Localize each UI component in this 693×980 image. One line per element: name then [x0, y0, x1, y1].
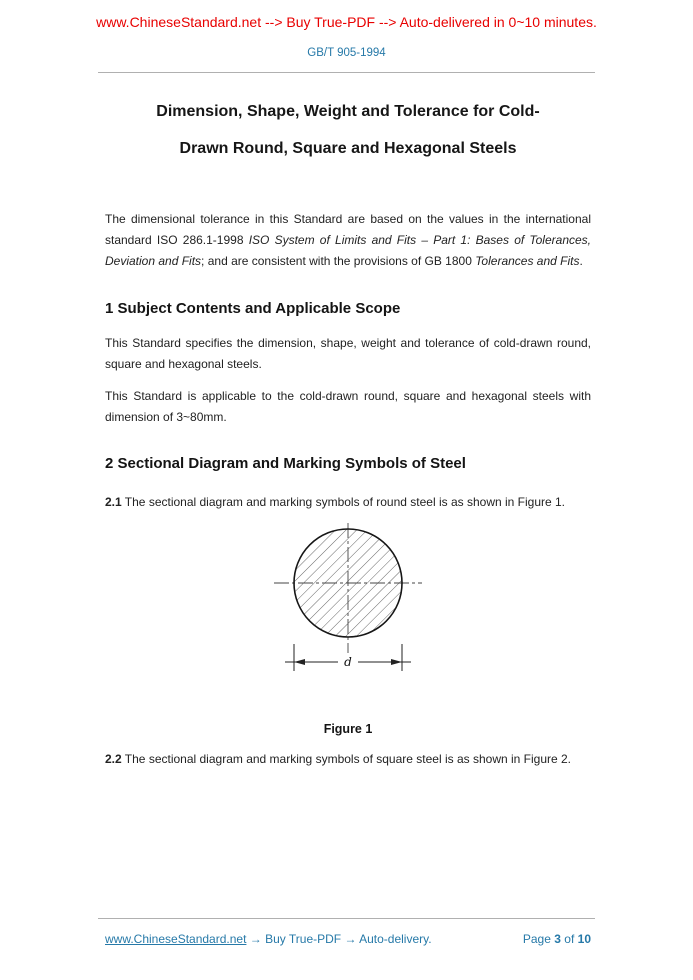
- document-body: [0, 93, 693, 770]
- section-2-heading: 2 Sectional Diagram and Marking Symbols of Steel: [105, 455, 466, 472]
- clause-2-1-number: 2.1: [105, 495, 122, 509]
- dimension-arrow-left: [294, 659, 305, 665]
- intro-italic-1: ISO System of Limits and Fits – Part 1: Bases of Tolerances, Deviation and Fits: [105, 233, 591, 268]
- clause-2-2-number: 2.2: [105, 752, 122, 766]
- header-divider: [98, 72, 595, 73]
- page-number: 3: [554, 932, 561, 946]
- dimension-arrow-right: [391, 659, 402, 665]
- section-1-paragraph-1: This Standard specifies the dimension, shape, weight and tolerance of cold-drawn round, square and hexagonal steels.: [105, 336, 591, 371]
- footer-tagline: [105, 932, 432, 946]
- clause-2-1-text: The sectional diagram and marking symbols of round steel is as shown in Figure 1.: [121, 495, 566, 509]
- intro-text-2: ; and are consistent with the provisions of GB 1800: [201, 254, 476, 268]
- steel-cross-section-circle: [294, 529, 402, 637]
- page-header: [0, 0, 693, 73]
- intro-text-1: The dimensional tolerance in this Standard are based on the values in the international standard ISO 286.1-1998: [105, 212, 591, 247]
- round-steel-diagram: [238, 521, 458, 689]
- title-line-1: Dimension, Shape, Weight and Tolerance for Cold-: [156, 103, 540, 120]
- standard-number: GB/T 905-1994: [307, 47, 386, 59]
- of-word: of: [564, 932, 575, 946]
- footer-row: [0, 932, 693, 946]
- clause-2-2-text: The sectional diagram and marking symbols of square steel is as shown in Figure 2.: [121, 752, 572, 766]
- intro-italic-2: Tolerances and Fits: [475, 254, 580, 268]
- intro-text-3: .: [579, 254, 583, 268]
- footer-site-link[interactable]: www.ChineseStandard.net: [105, 932, 247, 946]
- page-word: Page: [522, 932, 551, 946]
- figure-1-caption: Figure 1: [323, 722, 373, 736]
- clause-2-1: [105, 492, 591, 513]
- figure-1: [105, 521, 591, 736]
- section-1-heading: 1 Subject Contents and Applicable Scope: [105, 300, 401, 317]
- dimension-label: d: [344, 655, 352, 669]
- page-indicator: [523, 932, 591, 946]
- page-footer: [0, 905, 693, 946]
- top-banner-link[interactable]: www.ChineseStandard.net --> Buy True-PDF --> Auto-delivered in 0~10 minutes.: [96, 14, 597, 30]
- document-title: [105, 93, 591, 167]
- section-1-paragraph-2: This Standard is applicable to the cold-drawn round, square and hexagonal steels with dimension of 3~80mm.: [105, 389, 591, 424]
- clause-2-2: [105, 749, 591, 770]
- intro-paragraph: [105, 209, 591, 272]
- footer-tagline-text: → Buy True-PDF → Auto-delivery.: [246, 932, 432, 946]
- page-total: 10: [577, 932, 591, 946]
- title-line-2: Drawn Round, Square and Hexagonal Steels: [179, 140, 517, 157]
- footer-divider: [98, 918, 595, 919]
